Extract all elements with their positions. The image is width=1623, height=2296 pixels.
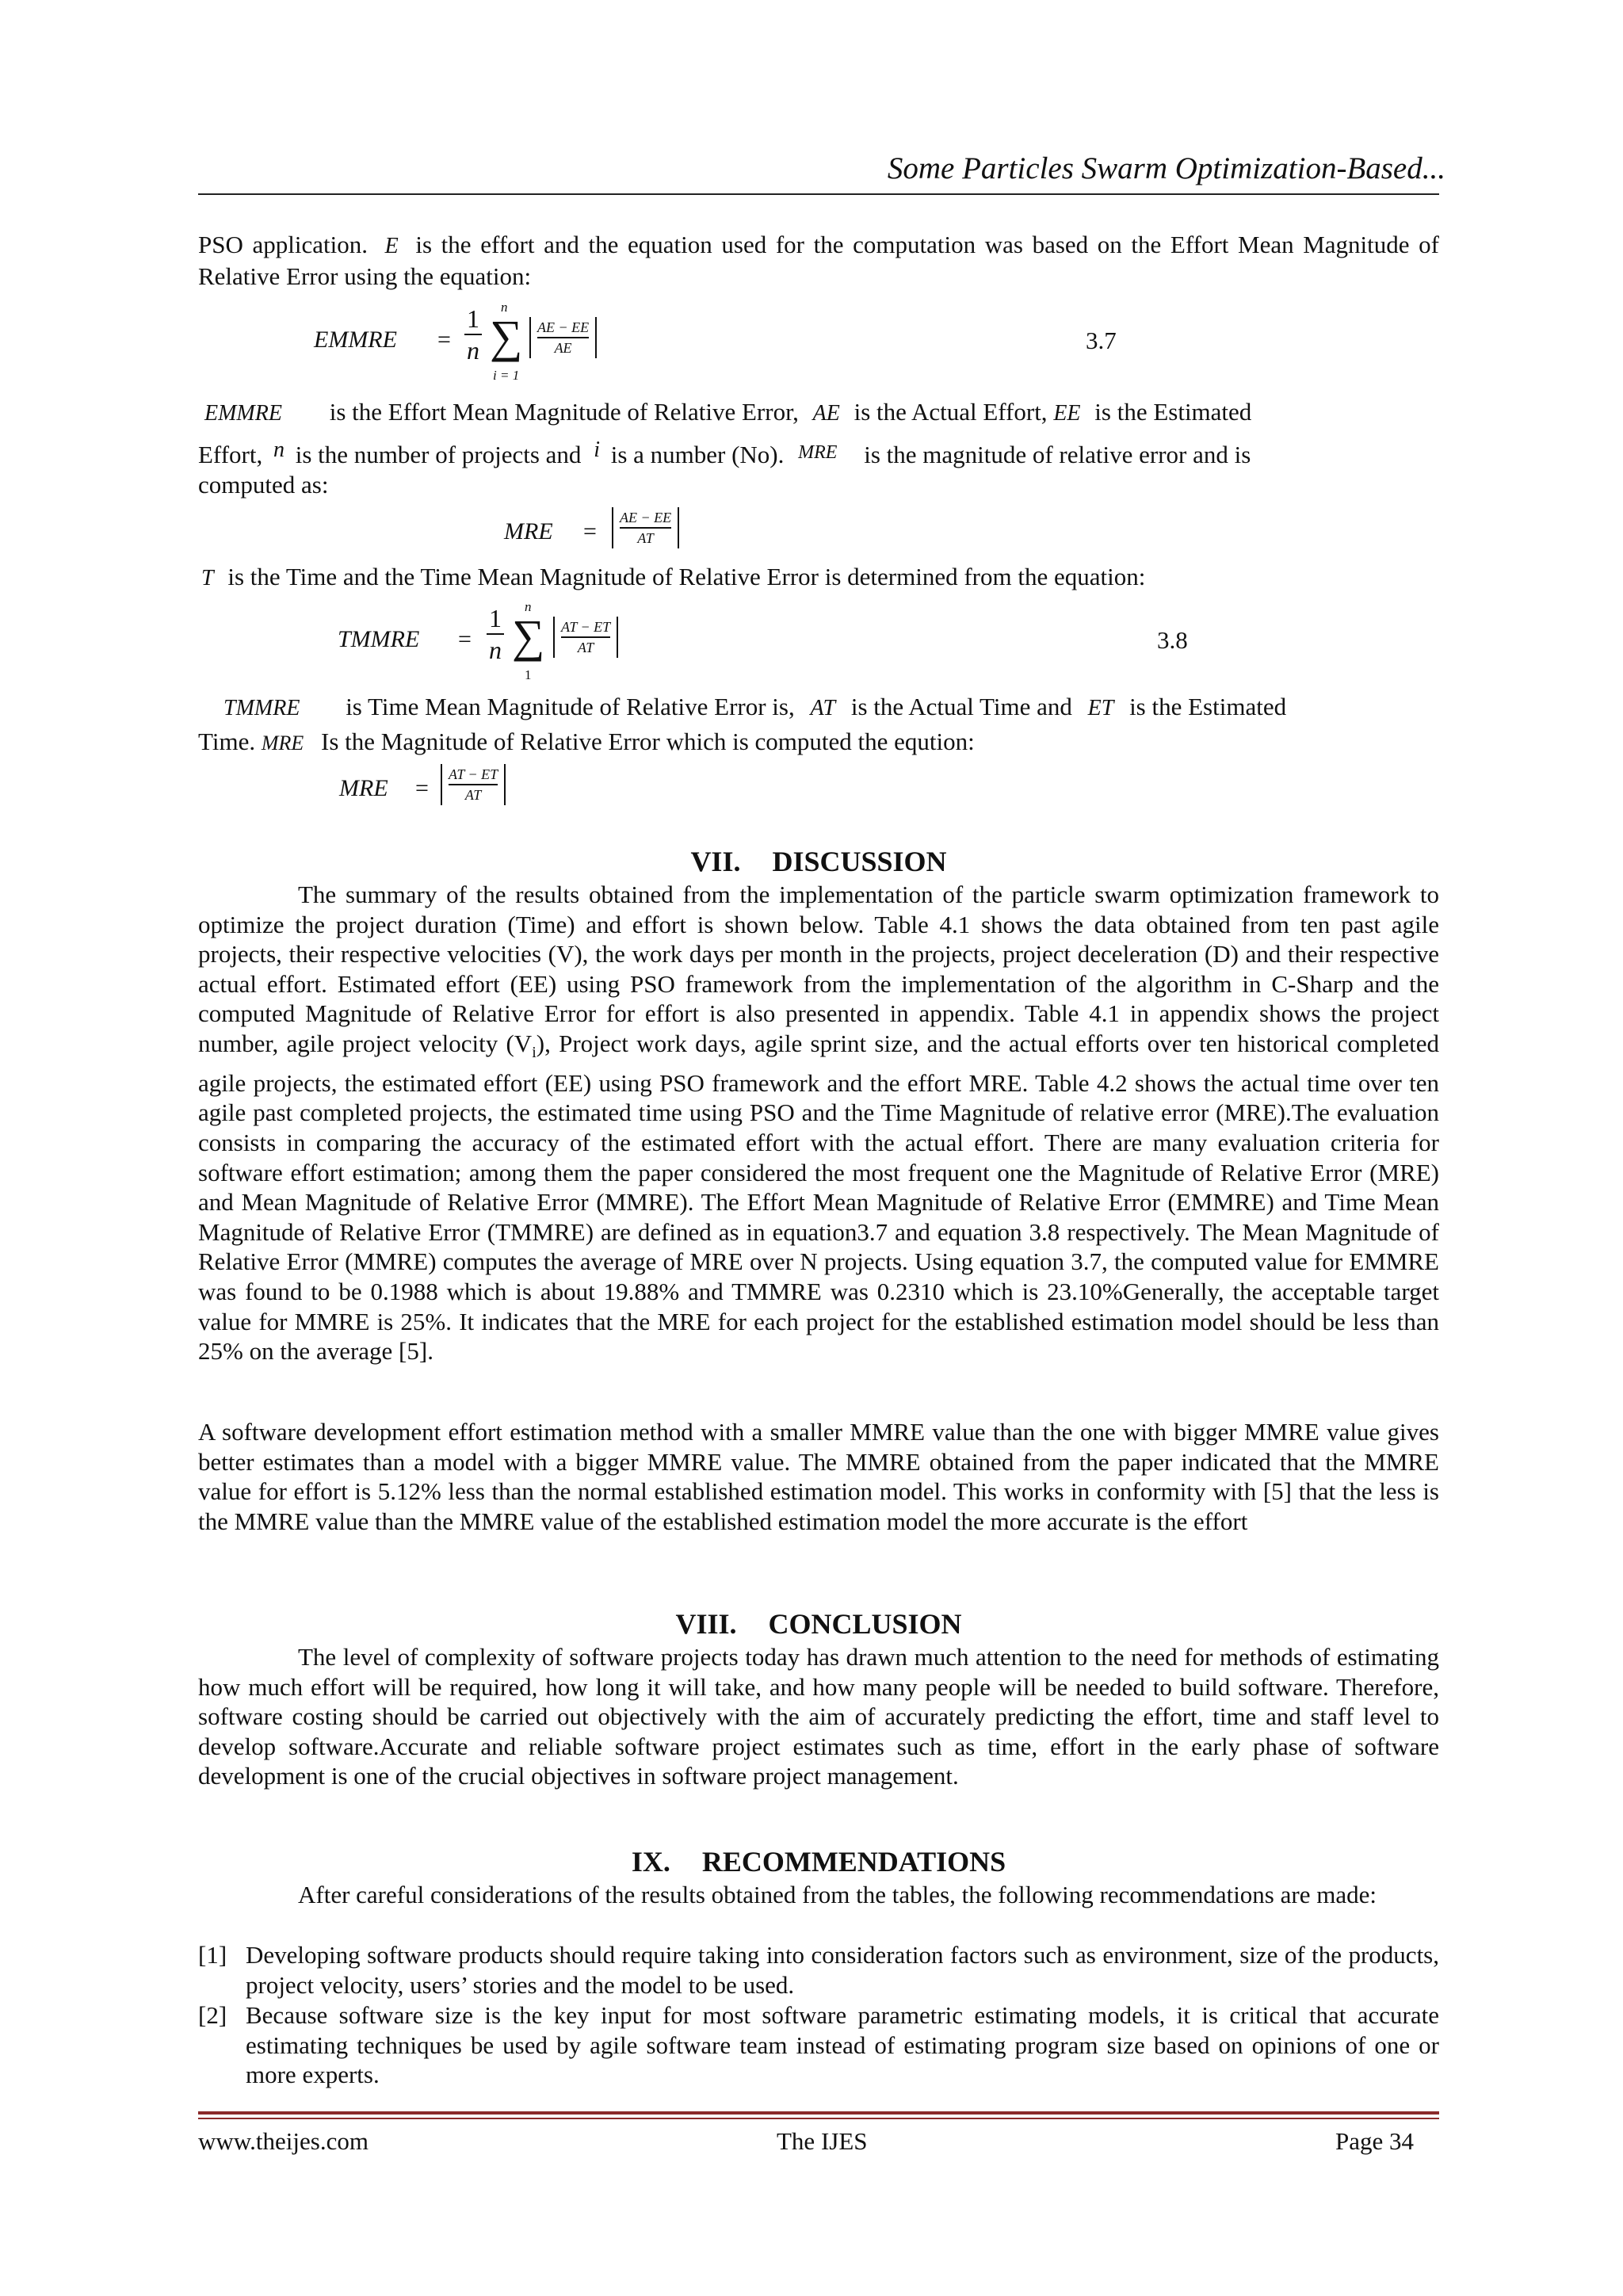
recommendation-item bbox=[198, 1940, 1439, 2000]
section-heading-discussion bbox=[198, 845, 1439, 878]
def1-text-2: is the Actual Effort, bbox=[854, 398, 1048, 426]
eq38-sigma: ∑ bbox=[512, 610, 545, 662]
eq38-n: n bbox=[489, 636, 502, 664]
intro-paragraph bbox=[198, 230, 1439, 291]
intro-text-a: PSO application. bbox=[198, 231, 368, 258]
eq38-lhs: TMMRE bbox=[338, 626, 420, 652]
section-8-title: CONCLUSION bbox=[768, 1608, 962, 1640]
eq37-denominator: AE bbox=[554, 339, 572, 356]
eq38-numerator: AT − ET bbox=[561, 619, 611, 636]
footer-rule-thick bbox=[198, 2111, 1439, 2115]
eq37-upper-bound: n bbox=[501, 300, 508, 315]
eq37-number: 3.7 bbox=[1086, 327, 1117, 354]
def3-tmmre: TMMRE bbox=[223, 696, 300, 720]
def1-n: n bbox=[273, 437, 285, 462]
conclusion-paragraph: The level of complexity of software projects today has drawn much attention to the need for methods of estimating how much effort will be required, how long it will take, and how many people will be needed to build software. Therefore, software costing should be carried out objectively with the aim of accurately predicting the effort, time and staff level to develop software.Accurate and reliable software project estimates such as time, effort in the early phase of software development is one of the crucial objectives in software project management. bbox=[198, 1643, 1439, 1790]
def1-ae: AE bbox=[812, 401, 840, 426]
mre1-numerator: AE − EE bbox=[620, 510, 672, 526]
definition-line-4 bbox=[223, 693, 1460, 721]
eq37-equals: = bbox=[437, 327, 451, 353]
eq38-lower-bound: 1 bbox=[525, 667, 532, 682]
mre2-denominator: AT bbox=[464, 786, 482, 803]
eq38-denominator: AT bbox=[577, 639, 594, 655]
mre1-denominator: AT bbox=[637, 529, 654, 546]
def3-at: AT bbox=[810, 696, 836, 720]
def1-mre: MRE bbox=[798, 442, 838, 463]
section-7-number: VII. bbox=[690, 846, 741, 877]
footer-page-number: Page 34 bbox=[1335, 2127, 1414, 2155]
def3-text-2: is the Actual Time and bbox=[850, 693, 1072, 720]
def1-ee: EE bbox=[1053, 401, 1081, 426]
footer-journal: The IJES bbox=[777, 2127, 868, 2155]
eq38-equals: = bbox=[458, 626, 472, 652]
time-symbol: T bbox=[201, 566, 214, 590]
def3-text-3: is the Estimated bbox=[1129, 693, 1287, 720]
eq37-one: 1 bbox=[467, 304, 479, 333]
section-heading-conclusion bbox=[198, 1607, 1439, 1641]
definition-line-1 bbox=[204, 398, 1449, 426]
eq37-fraction bbox=[464, 306, 482, 363]
def1-text-3: is the Estimated bbox=[1094, 398, 1252, 426]
symbol-e: E bbox=[384, 234, 399, 258]
def3-text-5: Is the Magnitude of Relative Error which is computed the eqution: bbox=[321, 728, 975, 755]
def1-text-6: is a number (No). bbox=[610, 441, 785, 468]
equation-mre-time bbox=[339, 764, 656, 812]
recommendation-text-1: Developing software products should require taking into consideration factors such as environment, size of the products, project velocity, users’ stories and the model to be used. bbox=[246, 1941, 1439, 1999]
discussion-paragraph-1: The summary of the results obtained from the implementation of the particle swarm optimization framework to optimize the project duration (Time) and effort is shown below. Table 4.1 shows the data obtained from ten past agile projects, their respective velocities (V), the work days per month in the projects, project deceleration (D) and their respective actual effort. Estimated effort (EE) using PSO framework from the implementation of the algorithm in C-Sharp and the computed Magnitude of Relative Error for effort is also presented in appendix. Table 4.1 in appendix shows the project number, agile project velocity $(V_i)$, Project work days, agile sprint size, and the actual efforts over ten historical completed agile projects, the estimated effort (EE) using PSO framework and the effort MRE. Table 4.2 shows the actual time over ten agile past completed projects, the estimated time using PSO and the Time Magnitude of relative error (MRE).The evaluation consists in comparing the accuracy of the estimated effort with the actual effort. There are many evaluation criteria for software effort estimation; among them the paper considered the most frequent one the Magnitude of Relative Error (MRE) and Mean Magnitude of Relative Error (MMRE). The Effort Mean Magnitude of Relative Error (EMMRE) and Time Mean Magnitude of Relative Error (TMMRE) are defined as in equation3.7 and equation 3.8 respectively. The Mean Magnitude of Relative Error (MMRE) computes the average of MRE over N projects. Using equation 3.7, the computed value for EMMRE was found to be 0.1988 which is about 19.88% and TMMRE was 0.2310 which is 23.10%Generally, the acceptable target value for MMRE is 25%. It indicates that the MRE for each project for the established estimation model should be less than 25% on the average [5]. bbox=[198, 881, 1439, 1366]
running-title: Some Particles Swarm Optimization-Based... bbox=[887, 151, 1445, 185]
def1-text-7: is the magnitude of relative error and is bbox=[864, 441, 1251, 468]
footer-rule-thin bbox=[198, 2118, 1439, 2119]
eq38-number: 3.8 bbox=[1157, 626, 1188, 654]
recommendation-text-2: Because software size is the key input for most software parametric estimating models, it is critical that accurate estimating techniques be used by agile software team instead of estimating program size based on opinions of one or more experts. bbox=[246, 2001, 1439, 2089]
time-definition-text: is the Time and the Time Mean Magnitude of Relative Error is determined from the equation: bbox=[227, 563, 1146, 590]
def3-mre: MRE bbox=[261, 732, 304, 755]
discussion-paragraph-2: A software development effort estimation method with a smaller MMRE value than the one with bigger MMRE value gives better estimates than a model with a bigger MMRE value. The MMRE obtained from the paper indicated that the MMRE value for effort is 5.12% less than the normal established estimation model. This works in conformity with [5] that the less is the MMRE value than the MMRE value of the established estimation model the more accurate is the effort bbox=[198, 1418, 1439, 1535]
eq37-lower-bound: i = 1 bbox=[493, 368, 520, 383]
definition-line-5 bbox=[198, 728, 1442, 756]
recommendations-intro: After careful considerations of the results obtained from the tables, the following recommendations are made: bbox=[298, 1881, 1377, 1908]
recommendation-item bbox=[198, 2000, 1439, 2090]
mre2-numerator: AT − ET bbox=[449, 766, 498, 783]
equation-3-8 bbox=[338, 599, 1368, 682]
eq38-fraction bbox=[487, 606, 504, 663]
time-definition bbox=[201, 563, 1445, 591]
eq37-absolute-value bbox=[529, 317, 597, 358]
section-8-number: VIII. bbox=[675, 1608, 737, 1640]
mre2-lhs: MRE bbox=[339, 775, 388, 801]
definition-line-2 bbox=[198, 437, 1442, 469]
section-heading-recommendations bbox=[198, 1845, 1439, 1878]
eq37-numerator: AE − EE bbox=[537, 319, 590, 336]
mre1-equals: = bbox=[583, 518, 597, 544]
intro-text-b: is the effort and the equation used for the computation was based on the Effort Mean Magnitude of Relative Error using the equation: bbox=[198, 231, 1440, 290]
eq37-sigma: ∑ bbox=[490, 311, 523, 362]
header-rule bbox=[198, 193, 1439, 195]
def1-emmre: EMMRE bbox=[204, 401, 282, 426]
def1-text-1: is the Effort Mean Magnitude of Relative Error, bbox=[329, 398, 799, 426]
eq37-lhs: EMMRE bbox=[314, 327, 397, 353]
section-9-title: RECOMMENDATIONS bbox=[701, 1846, 1006, 1878]
eq37-n: n bbox=[467, 336, 479, 365]
definition-line-3: computed as: bbox=[198, 471, 329, 499]
footer-site: www.theijes.com bbox=[198, 2127, 369, 2155]
section-9-number: IX. bbox=[631, 1846, 670, 1878]
section-7-title: DISCUSSION bbox=[772, 846, 947, 877]
eq38-one: 1 bbox=[489, 604, 502, 632]
recommendation-label-1: [1] bbox=[198, 1941, 227, 1969]
mre1-absolute-value bbox=[612, 507, 679, 548]
def1-text-5: is the number of projects and bbox=[295, 441, 582, 468]
mre2-equals: = bbox=[415, 775, 429, 801]
equation-mre-effort bbox=[504, 507, 821, 555]
def1-text-4: Effort, bbox=[198, 441, 263, 468]
eq38-upper-bound: n bbox=[525, 599, 532, 614]
def3-text-1: is Time Mean Magnitude of Relative Error is, bbox=[346, 693, 795, 720]
mre2-absolute-value bbox=[441, 764, 506, 805]
def3-et: ET bbox=[1087, 696, 1114, 720]
equation-3-7 bbox=[314, 300, 1344, 387]
eq38-absolute-value bbox=[553, 617, 618, 658]
recommendation-label-2: [2] bbox=[198, 2001, 227, 2029]
def3-text-4: Time. bbox=[198, 728, 256, 755]
mre1-lhs: MRE bbox=[504, 518, 553, 544]
def1-i: i bbox=[594, 437, 600, 462]
